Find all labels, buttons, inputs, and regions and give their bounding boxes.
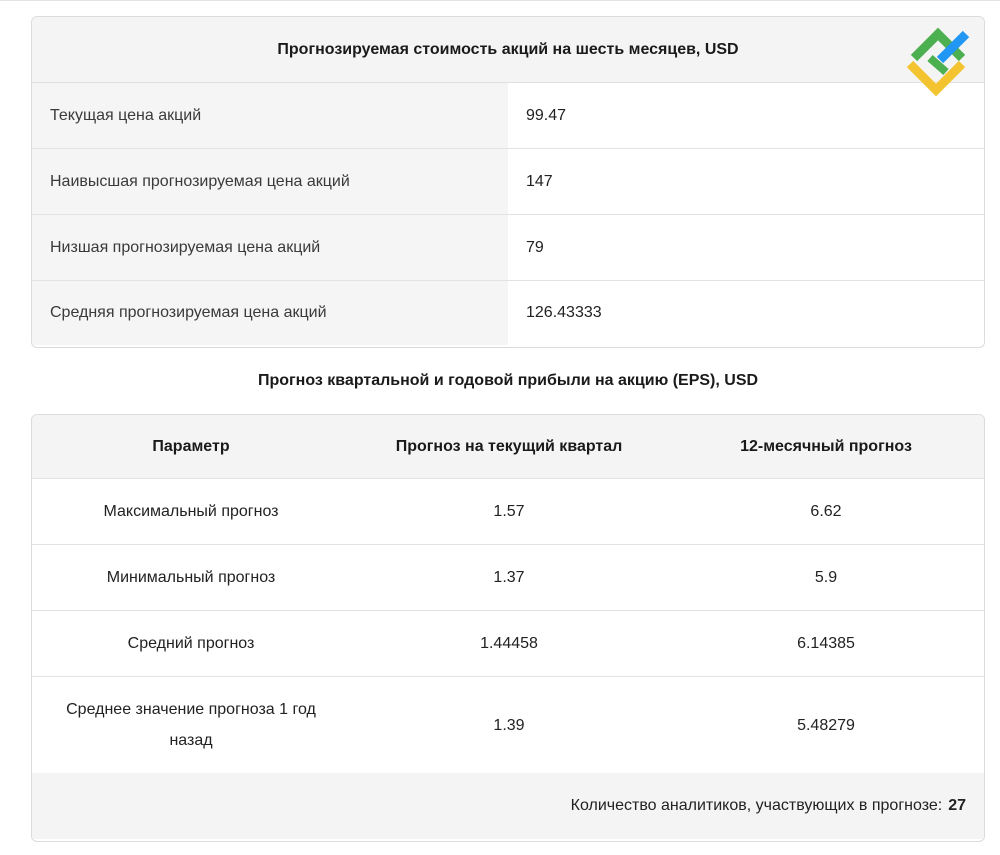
row-value: 99.47 xyxy=(508,83,984,148)
eps-forecast-table xyxy=(31,414,985,842)
table-row xyxy=(32,149,984,215)
row-label: Наивысшая прогнозируемая цена акций xyxy=(32,149,508,214)
row-label: Текущая цена акций xyxy=(32,83,508,148)
row-value: 147 xyxy=(508,149,984,214)
litefinance-logo-icon xyxy=(900,26,974,100)
param-cell: Средний прогноз xyxy=(127,635,255,652)
year-cell: 6.62 xyxy=(810,503,842,520)
top-divider xyxy=(0,0,1000,1)
eps-forecast-title: Прогноз квартальной и годовой прибыли на акцию (EPS), USD xyxy=(257,372,759,389)
param-cell: Среднее значение прогноза 1 год назад xyxy=(66,701,316,749)
analyst-count-label: Количество аналитиков, участвующих в прогнозе: xyxy=(570,797,943,814)
param-cell: Минимальный прогноз xyxy=(106,569,276,586)
table-row xyxy=(32,611,984,677)
quarter-cell: 1.57 xyxy=(493,503,525,520)
table-row xyxy=(32,677,984,773)
column-header: 12-месячный прогноз xyxy=(740,438,912,455)
row-label: Низшая прогнозируемая цена акций xyxy=(32,215,508,280)
column-header: Прогноз на текущий квартал xyxy=(395,438,623,455)
row-value: 79 xyxy=(508,215,984,280)
year-cell: 5.48279 xyxy=(797,716,855,734)
row-value: 126.43333 xyxy=(508,281,984,345)
year-cell: 6.14385 xyxy=(797,635,855,652)
table-row xyxy=(32,545,984,611)
price-forecast-table xyxy=(31,16,985,348)
quarter-cell: 1.44458 xyxy=(480,635,538,652)
param-cell: Максимальный прогноз xyxy=(103,503,279,520)
quarter-cell: 1.37 xyxy=(493,569,525,586)
table-header-row xyxy=(32,415,984,479)
column-header: Параметр xyxy=(152,438,230,455)
table-row xyxy=(32,479,984,545)
analyst-count-value: 27 xyxy=(948,797,966,814)
table-row xyxy=(32,281,984,345)
table-row xyxy=(32,215,984,281)
table-row xyxy=(32,83,984,149)
analyst-count-footer xyxy=(32,773,984,839)
row-label: Средняя прогнозируемая цена акций xyxy=(32,281,508,345)
price-forecast-title: Прогнозируемая стоимость акций на шесть месяцев, USD xyxy=(32,17,984,83)
year-cell: 5.9 xyxy=(814,569,838,586)
quarter-cell: 1.39 xyxy=(493,716,525,734)
